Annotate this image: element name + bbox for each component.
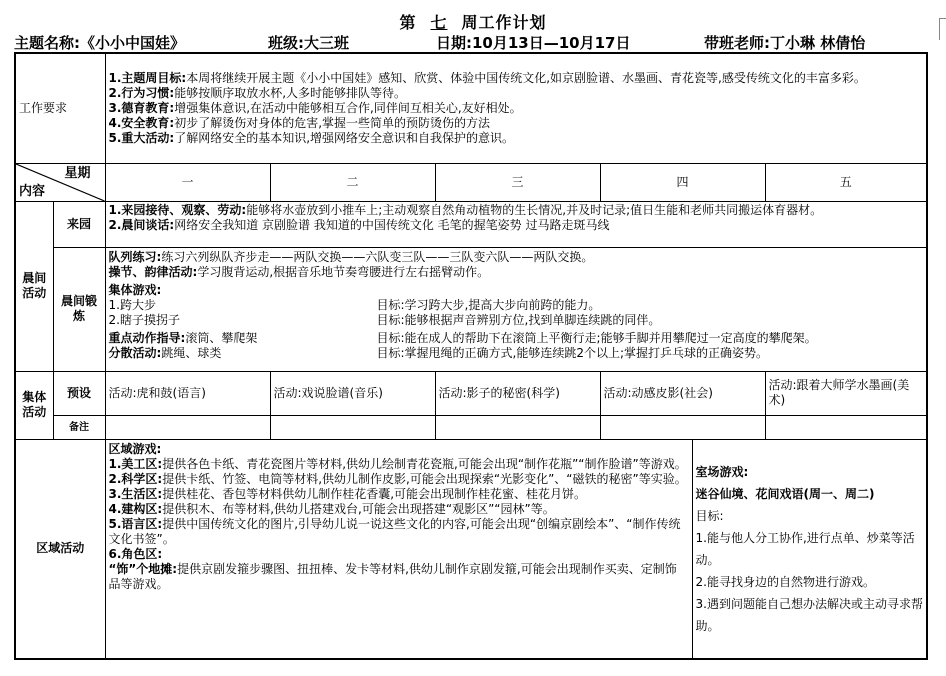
- room-goal-item: 1.能与他人分工协作,进行点单、炒菜等活动。: [695, 530, 915, 567]
- teacher-names: 带班老师:丁小琳 林倩怡: [704, 34, 866, 52]
- weekday-tuesday: 二: [270, 163, 435, 201]
- activity-friday: 活动:跟着大师学水墨画(美术): [765, 371, 927, 415]
- activity-wednesday: 活动:影子的秘密(科学): [435, 371, 600, 415]
- weekly-plan-table: [14, 52, 928, 660]
- morning-exercise-label: 晨间锻炼: [53, 247, 105, 371]
- requirements-label: 工作要求: [15, 53, 105, 163]
- class-name: 班级:大三班: [268, 34, 349, 52]
- arrival-label: 来园: [53, 201, 105, 247]
- region-area-item: 2.科学区:提供卡纸、竹签、电筒等材料,供幼儿制作皮影,可能会出现探索“光影变化”、“磁铁的秘密”等实验。: [108, 471, 687, 486]
- requirement-item: 4.安全教育:初步了解烫伤对身体的危害,掌握一些简单的预防烫伤的方法: [108, 115, 491, 130]
- note-wednesday: [435, 415, 600, 439]
- requirement-item: 1.主题周目标:本周将继续开展主题《小小中国娃》感知、欣赏、体验中国传统文化,如京剧脸谱、水墨画、青花瓷等,感受传统文化的丰富多彩。: [108, 70, 866, 85]
- corner-weekday-label: 星期: [64, 165, 91, 181]
- date-range: 日期:10月13日—10月17日: [436, 34, 631, 52]
- week-number: 七: [430, 13, 448, 32]
- weekday-wednesday: 三: [435, 163, 600, 201]
- game-row: 1.跨大步 目标:学习跨大步,提高大步向前跨的能力。: [108, 297, 601, 312]
- weekday-monday: 一: [105, 163, 270, 201]
- weekday-friday: 五: [765, 163, 927, 201]
- activity-tuesday: 活动:戏说脸谱(音乐): [270, 371, 435, 415]
- title-prefix: 第: [399, 13, 417, 32]
- requirement-item: 3.德育教育:增强集体意识,在活动中能够相互合作,同伴间互相关心,友好相处。: [108, 100, 522, 115]
- region-games-content: 区域游戏: 1.美工区:提供各色卡纸、青花瓷图片等材料,供幼儿绘制青花瓷瓶,可能会出现“制作花瓶”“制作脸谱”等游戏。 2.科学区:提供卡纸、竹签、电筒等材料,供幼儿制作皮影,可能会出现探索“光影变化”、“磁铁的秘密”等实验。 3.生活区:提供桂花、香包等材料供幼儿制作桂花香囊,可能会出现制作桂花蜜、桂花月饼。 4.建构区:提供积木、布等材料,供幼儿搭建戏台,可能会出现搭建“观影区”“园林”等。 5.语言区:提供中国传统文化的图片,引导幼儿说一说这些文化的内容,可能会出现“创编京剧绘本”、“制作传统文化书签”。 6.角色区: “饰”个地摊:提供京剧发箍步骤图、扭扭棒、发卡等材料,供幼儿制作京剧发箍,可能会出现制作买卖、定制饰品等游戏。: [105, 439, 692, 659]
- region-area-item: 1.美工区:提供各色卡纸、青花瓷图片等材料,供幼儿绘制青花瓷瓶,可能会出现“制作花瓶”“制作脸谱”等游戏。: [108, 456, 687, 471]
- note-tuesday: [270, 415, 435, 439]
- region-area-item: 5.语言区:提供中国传统文化的图片,引导幼儿说一说这些文化的内容,可能会出现“创编京剧绘本”、“制作传统文化书签”。: [108, 516, 681, 546]
- preset-label: 预设: [53, 371, 105, 415]
- activity-thursday: 活动:动感皮影(社会): [600, 371, 765, 415]
- room-goal-item: 2.能寻找身边的自然物进行游戏。: [695, 574, 875, 589]
- activity-monday: 活动:虎和鼓(语言): [105, 371, 270, 415]
- key-action-row: 重点动作指导:滚筒、攀爬架 目标:能在成人的帮助下在滚筒上平衡行走;能够手脚并用攀爬过一定高度的攀爬架。: [108, 330, 817, 345]
- region-activities-label: 区域活动: [15, 439, 105, 659]
- note-monday: [105, 415, 270, 439]
- weekday-corner-cell: [15, 163, 105, 201]
- region-area-item: 3.生活区:提供桂花、香包等材料供幼儿制作桂花香囊,可能会出现制作桂花蜜、桂花月饼。: [108, 486, 587, 501]
- requirements-content: [105, 53, 927, 163]
- requirement-item: 2.行为习惯:能够按顺序取放水杯,人多时能够排队等待。: [108, 85, 407, 100]
- note-thursday: [600, 415, 765, 439]
- requirement-item: 5.重大活动:了解网络安全的基本知识,增强网络安全意识和自我保护的意识。: [108, 130, 515, 145]
- room-goal-item: 3.遇到问题能自己想办法解决或主动寻求帮助。: [695, 596, 923, 633]
- title-suffix: 周工作计划: [461, 13, 547, 32]
- room-games-content: 室场游戏: 迷谷仙境、花间戏语(周一、周二) 目标: 1.能与他人分工协作,进行点单、炒菜等活动。 2.能寻找身边的自然物进行游戏。 3.遇到问题能自己想办法解决或主动寻求帮助。: [692, 439, 927, 659]
- page-title: [0, 10, 946, 33]
- note-friday: [765, 415, 927, 439]
- morning-exercise-content: 队列练习:练习六列纵队齐步走——两队交换——六队变三队——三队变六队——两队交换。 操节、韵律活动:学习腹背运动,根据音乐地节奏弯腰进行左右摇臂动作。 集体游戏: 1.跨大步 目标:学习跨大步,提高大步向前跨的能力。 2.瞎子摸拐子 目标:能够根据声音辨别方位,找到单脚连续跳的同伴。 重点动作指导:滚筒、攀爬架 目标:能在成人的帮助下在滚筒上平衡行走;能够手脚并用攀爬过一定高度的攀爬架。 分散活动:跳绳、球类 目标:掌握甩绳的正确方式,能够连续跳2个以上;掌握打乒乓球的正确姿势。: [105, 247, 927, 371]
- arrival-content: 1.来园接待、观察、劳动:能够将水壶放到小推车上;主动观察自然角动植物的生长情况,并及时记录;值日生能和老师共同搬运体育器材。 2.晨间谈话:网络安全我知道 京剧脸谱 我知道的中国传统文化 毛笔的握笔姿势 过马路走斑马线: [105, 201, 927, 247]
- region-area-item: 4.建构区:提供积木、布等材料,供幼儿搭建戏台,可能会出现搭建“观影区”“园林”等。: [108, 501, 555, 516]
- corner-content-label: 内容: [19, 183, 46, 199]
- free-activity-row: 分散活动:跳绳、球类 目标:掌握甩绳的正确方式,能够连续跳2个以上;掌握打乒乓球的正确姿势。: [108, 345, 769, 360]
- game-row: 2.瞎子摸拐子 目标:能够根据声音辨别方位,找到单脚连续跳的同伴。: [108, 312, 661, 327]
- note-label: 备注: [53, 415, 105, 439]
- weekday-thursday: 四: [600, 163, 765, 201]
- corner-crop-mark: [936, 0, 946, 40]
- theme-name: 主题名称:《小小中国娃》: [14, 34, 185, 52]
- morning-activities-label: 晨间活动: [15, 201, 53, 371]
- collective-activities-label: 集体活动: [15, 371, 53, 439]
